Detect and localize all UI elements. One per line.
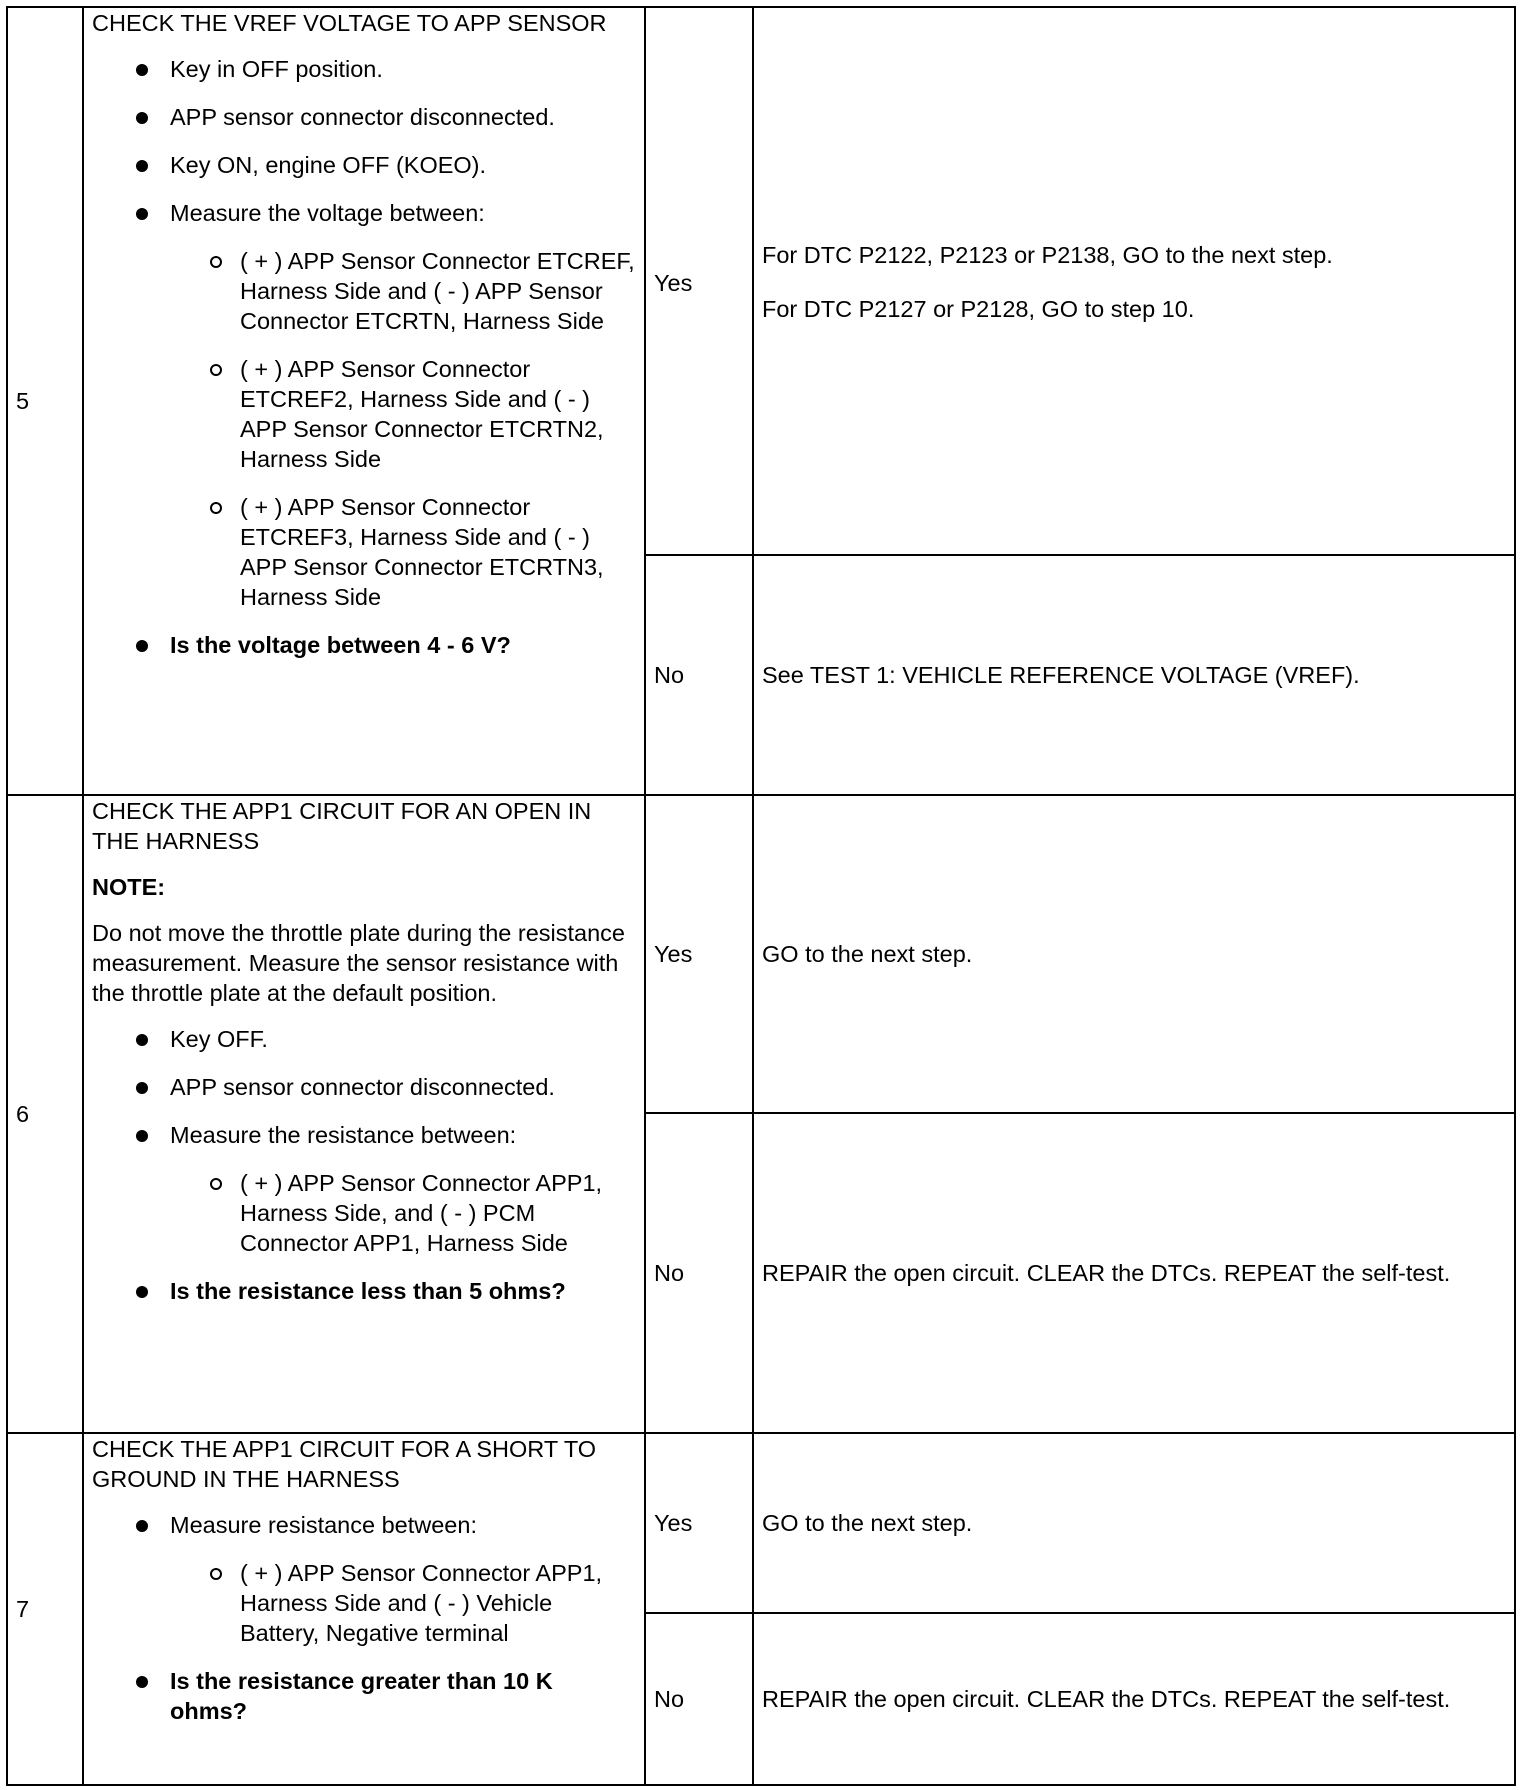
bullet-item: [136, 198, 636, 612]
yes-action-line: For DTC P2127 or P2128, GO to step 10.: [762, 296, 1195, 322]
step-number: 7: [7, 1433, 83, 1785]
no-label: No: [645, 555, 753, 795]
question-item: Is the voltage between 4 - 6 V?: [136, 630, 636, 660]
bullet-item: APP sensor connector disconnected.: [136, 102, 636, 132]
no-action: See TEST 1: VEHICLE REFERENCE VOLTAGE (VREF).: [753, 555, 1515, 795]
sub-bullet-item: ( + ) APP Sensor Connector ETCREF2, Harness Side and ( - ) APP Sensor Connector ETCRTN2, Harness Side: [210, 354, 636, 474]
bullet-text: Measure the resistance between:: [170, 1122, 517, 1148]
no-label: No: [645, 1613, 753, 1785]
sub-bullet-item: ( + ) APP Sensor Connector ETCREF, Harness Side and ( - ) APP Sensor Connector ETCRTN, Harness Side: [210, 246, 636, 336]
bullet-item: Key OFF.: [136, 1024, 636, 1054]
yes-action: GO to the next step.: [753, 795, 1515, 1113]
sub-bullet-item: ( + ) APP Sensor Connector APP1, Harness Side, and ( - ) PCM Connector APP1, Harness Side: [210, 1168, 636, 1258]
yes-action: GO to the next step.: [753, 1433, 1515, 1613]
bullet-item: Key in OFF position.: [136, 54, 636, 84]
note-label: NOTE:: [92, 874, 166, 900]
step-5-row-yes: [7, 7, 1515, 555]
sub-bullet-list: [170, 246, 636, 612]
pinpoint-test-table: [6, 6, 1516, 1786]
sub-bullet-item: ( + ) APP Sensor Connector APP1, Harness Side and ( - ) Vehicle Battery, Negative terminal: [210, 1558, 636, 1648]
bullet-text: Measure the voltage between:: [170, 200, 485, 226]
yes-label: Yes: [645, 795, 753, 1113]
bullet-item: Key ON, engine OFF (KOEO).: [136, 150, 636, 180]
yes-label: Yes: [645, 1433, 753, 1613]
step-6-action: [83, 795, 645, 1433]
sub-bullet-list: [170, 1558, 636, 1648]
no-action: REPAIR the open circuit. CLEAR the DTCs. REPEAT the self-test.: [753, 1613, 1515, 1785]
question-item: Is the resistance greater than 10 K ohms?: [136, 1666, 636, 1726]
step-6-row-yes: [7, 795, 1515, 1113]
sub-bullet-item: ( + ) APP Sensor Connector ETCREF3, Harness Side and ( - ) APP Sensor Connector ETCRTN3, Harness Side: [210, 492, 636, 612]
note-text: Do not move the throttle plate during the resistance measurement. Measure the sensor resistance with the throttle plate at the default position.: [92, 920, 625, 1006]
step-number: 6: [7, 795, 83, 1433]
bullet-list: [92, 1510, 636, 1726]
bullet-list: [92, 54, 636, 660]
sub-bullet-list: [170, 1168, 636, 1258]
bullet-item: [136, 1510, 636, 1648]
bullet-item: APP sensor connector disconnected.: [136, 1072, 636, 1102]
yes-action: [753, 7, 1515, 555]
step-title: CHECK THE APP1 CIRCUIT FOR A SHORT TO GROUND IN THE HARNESS: [92, 1436, 597, 1492]
step-7-action: [83, 1433, 645, 1785]
step-7-row-yes: [7, 1433, 1515, 1613]
bullet-list: [92, 1024, 636, 1306]
no-action: REPAIR the open circuit. CLEAR the DTCs. REPEAT the self-test.: [753, 1113, 1515, 1433]
bullet-text: Measure resistance between:: [170, 1512, 477, 1538]
yes-action-line: For DTC P2122, P2123 or P2138, GO to the next step.: [762, 242, 1333, 268]
yes-label: Yes: [645, 7, 753, 555]
question-item: Is the resistance less than 5 ohms?: [136, 1276, 636, 1306]
step-number: 5: [7, 7, 83, 795]
step-title: CHECK THE VREF VOLTAGE TO APP SENSOR: [92, 10, 607, 36]
step-5-action: [83, 7, 645, 795]
bullet-item: [136, 1120, 636, 1258]
no-label: No: [645, 1113, 753, 1433]
step-title: CHECK THE APP1 CIRCUIT FOR AN OPEN IN THE HARNESS: [92, 798, 592, 854]
